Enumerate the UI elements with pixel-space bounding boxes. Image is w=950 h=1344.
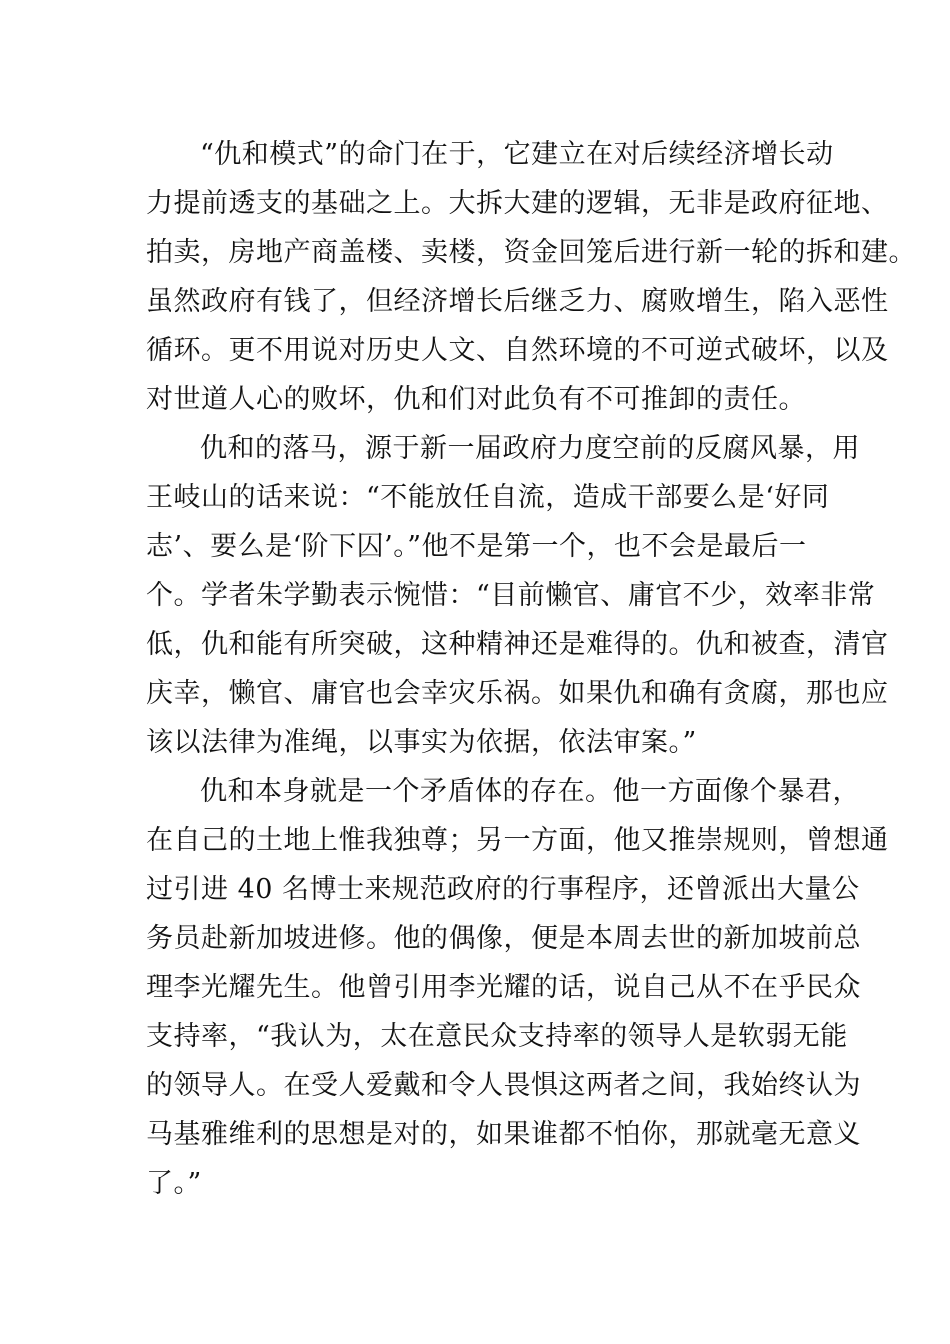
text-line: 支持率，“我认为，太在意民众支持率的领导人是软弱无能 (146, 1021, 848, 1052)
text-line: 个。学者朱学勤表示惋惜：“目前懒官、庸官不少，效率非常 (146, 580, 876, 611)
text-line: 务员赴新加坡进修。他的偶像，便是本周去世的新加坡前总 (146, 923, 861, 954)
text-line: 理李光耀先生。他曾引用李光耀的话，说自己从不在乎民众 (146, 972, 861, 1003)
text-line: “仇和模式”的命门在于，它建立在对后续经济增长动 (200, 139, 834, 170)
text-line: 力提前透支的基础之上。大拆大建的逻辑，无非是政府征地、 (146, 188, 889, 219)
text-line: 庆幸，懒官、庸官也会幸灾乐祸。如果仇和确有贪腐，那也应 (146, 678, 889, 709)
text-line: 拍卖，房地产商盖楼、卖楼，资金回笼后进行新一轮的拆和建。 (146, 237, 916, 268)
text-line: 仇和的落马，源于新一届政府力度空前的反腐风暴，用 (200, 433, 860, 464)
text-line: 该以法律为准绳，以事实为依据，依法审案。” (146, 727, 697, 758)
text-line: 过引进 40 名博士来规范政府的行事程序，还曾派出大量公 (146, 874, 860, 905)
text-line: 的领导人。在受人爱戴和令人畏惧这两者之间，我始终认为 (146, 1070, 861, 1101)
text-line: 循环。更不用说对历史人文、自然环境的不可逆式破坏，以及 (146, 335, 889, 366)
text-line: 在自己的土地上惟我独尊；另一方面，他又推崇规则，曾想通 (146, 825, 889, 856)
paragraph-1 (146, 130, 916, 424)
article-body (146, 130, 916, 1208)
text-line: 王岐山的话来说：“不能放任自流，造成干部要么是‘好同 (146, 482, 830, 513)
text-line: 仇和本身就是一个矛盾体的存在。他一方面像个暴君， (200, 776, 860, 807)
paragraph-3 (146, 767, 889, 1208)
text-line: 马基雅维利的思想是对的，如果谁都不怕你，那就毫无意义 (146, 1119, 861, 1150)
text-line: 对世道人心的败坏，仇和们对此负有不可推卸的责任。 (146, 384, 806, 415)
text-line: 低，仇和能有所突破，这种精神还是难得的。仇和被查，清官 (146, 629, 889, 660)
paragraph-2 (146, 424, 889, 767)
text-line: 了。” (146, 1168, 202, 1199)
text-line: 志’、要么是‘阶下囚’。”他不是第一个，也不会是最后一 (146, 531, 807, 562)
text-line: 虽然政府有钱了，但经济增长后继乏力、腐败增生，陷入恶性 (146, 286, 889, 317)
